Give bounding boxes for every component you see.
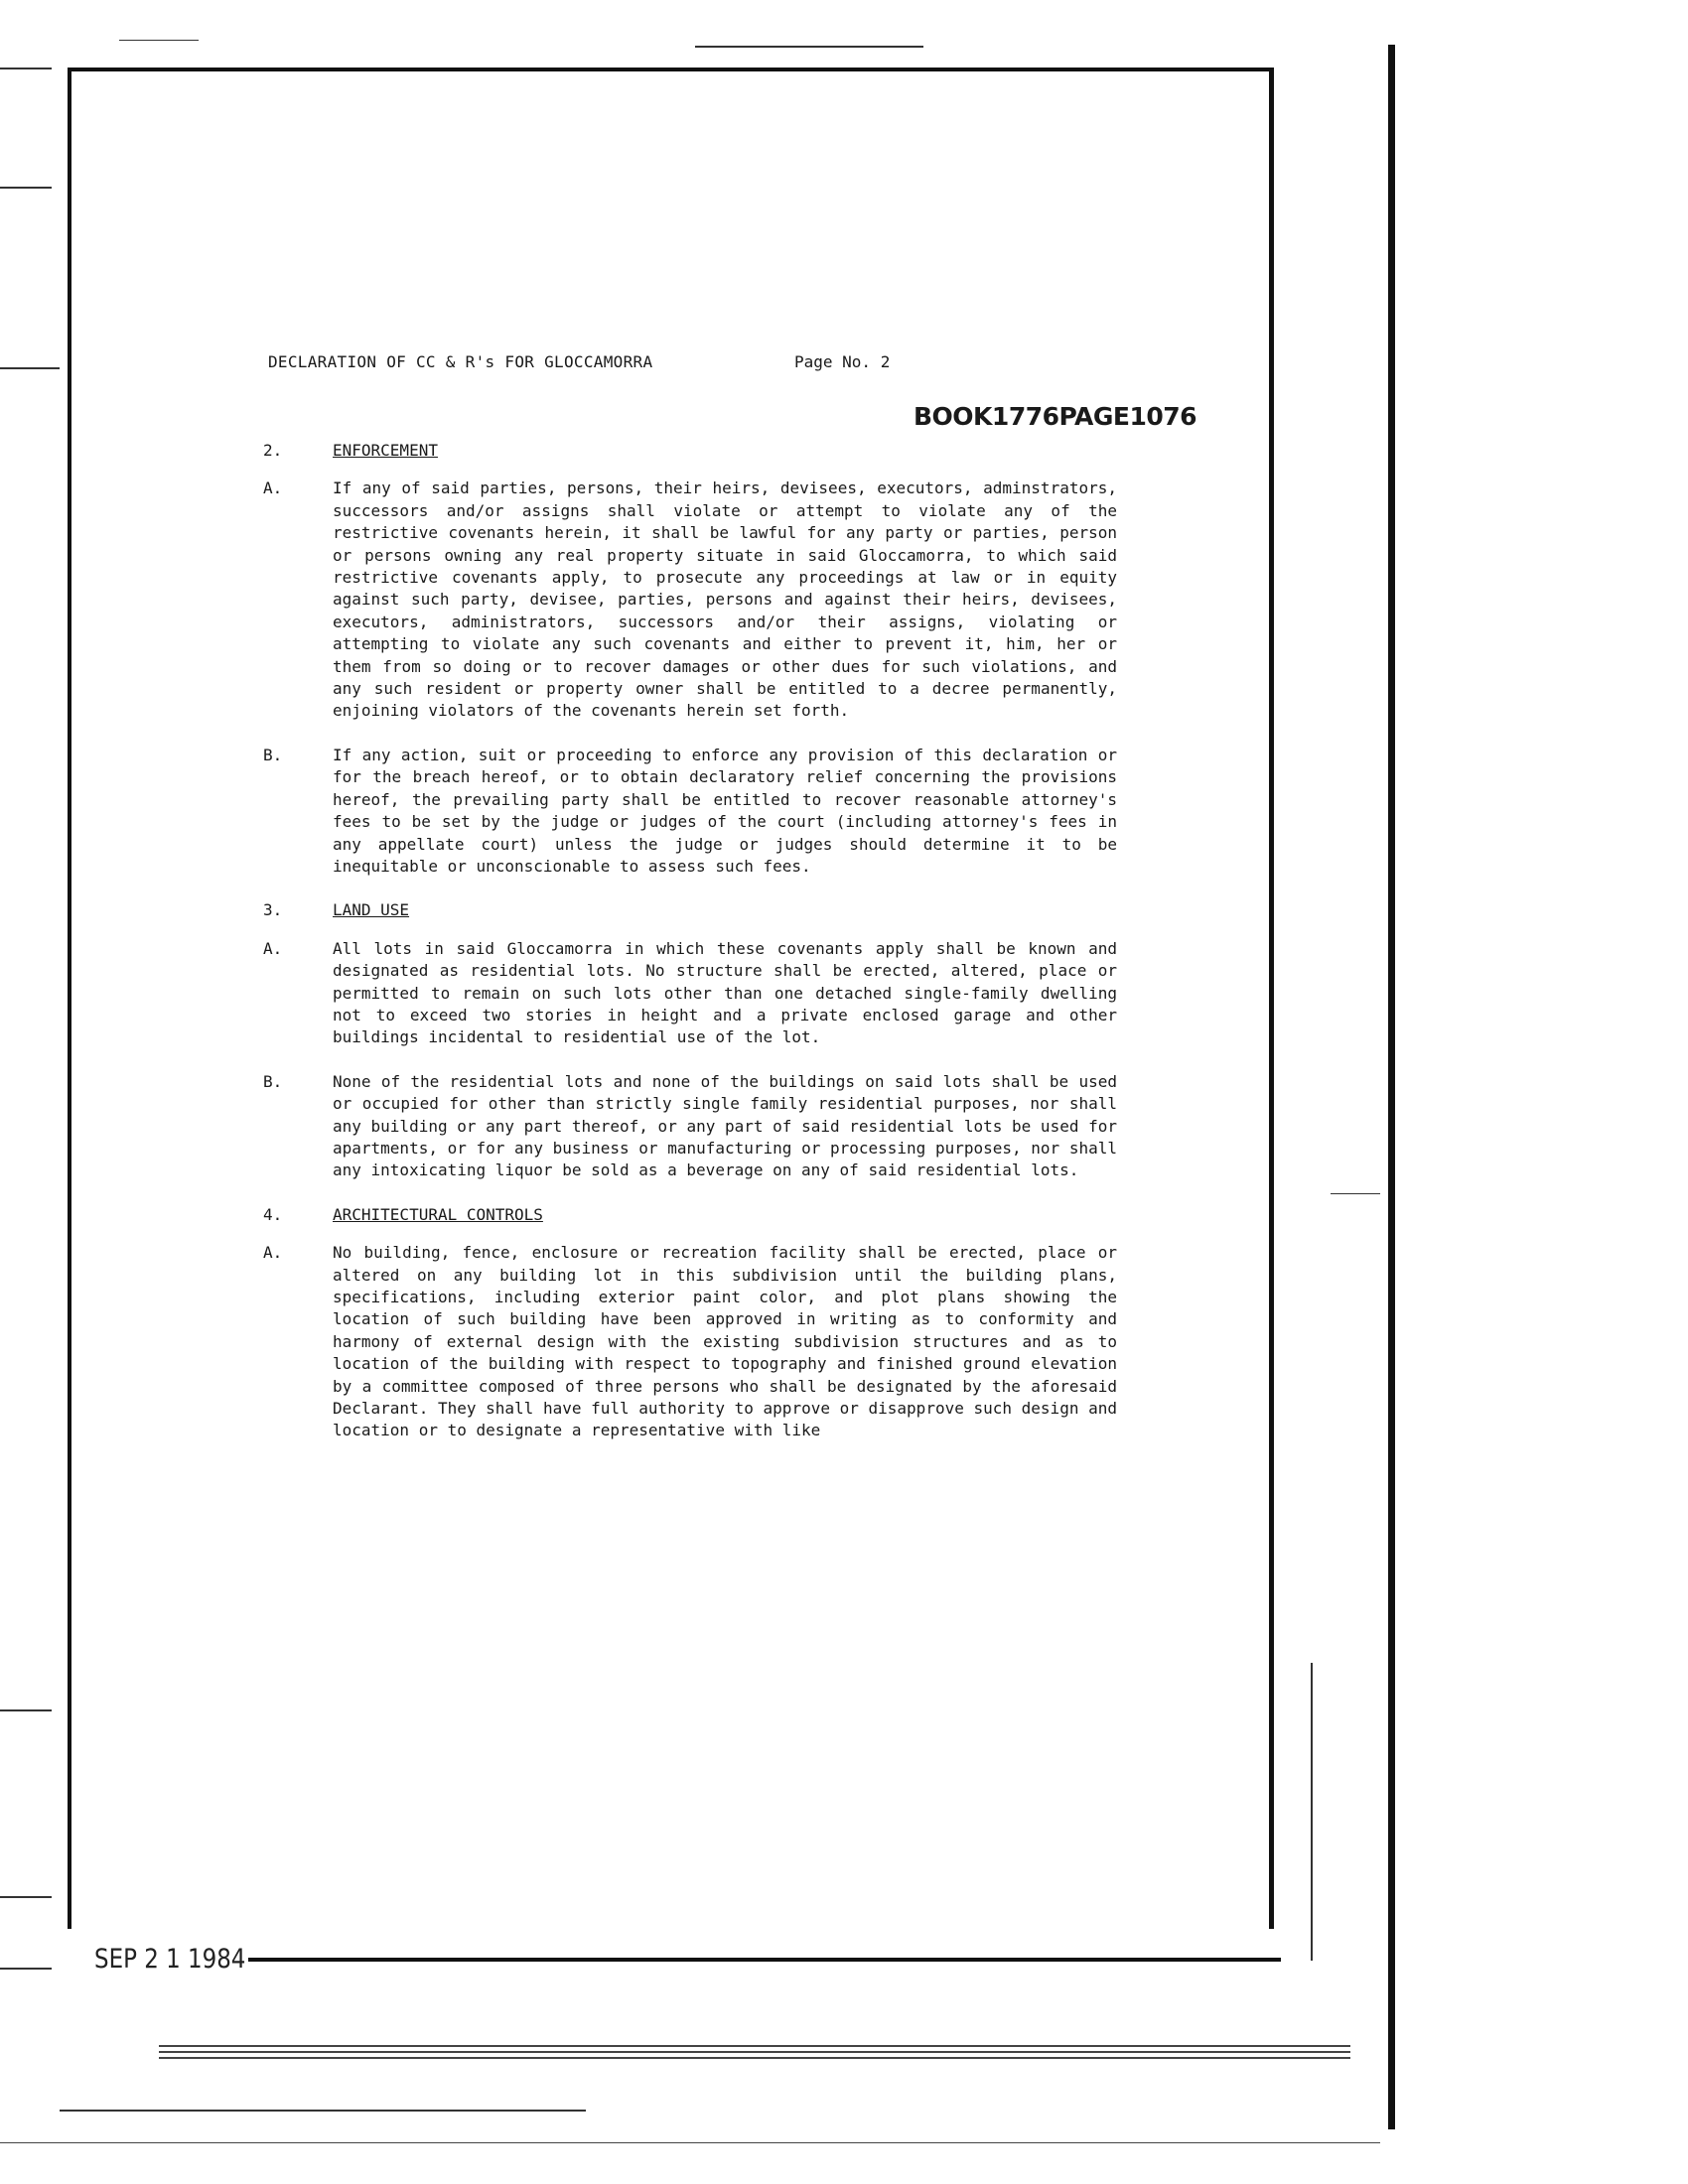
paragraph-label: B. [263, 745, 283, 764]
section-architectural-controls [263, 1204, 1117, 1442]
section-number: 2. [263, 441, 283, 460]
paragraph [263, 938, 1117, 1049]
paragraph-text: If any action, suit or proceeding to enforce any provision of this declaration or for the breach hereof, or to obtain declaratory relief concerning the provisions hereof, the prevailing party shall be entitled to recover reasonable attorney's fees to be set by the judge or judges of the court (including attorney's fees in any appellate court) unless the judge or judges should determine it to be inequitable or unconscionable to assess such fees. [333, 745, 1117, 876]
page-number: Page No. 2 [794, 352, 891, 371]
bottom-border-rule [248, 1958, 1281, 1962]
scan-mark [0, 1709, 52, 1711]
paragraph-label: A. [263, 938, 283, 958]
scan-mark [0, 68, 52, 69]
paragraph-label: A. [263, 478, 283, 498]
scan-mark [0, 1896, 52, 1898]
recorded-date-stamp: SEP 2 1 1984 [94, 1944, 246, 1975]
scan-mark [1331, 1193, 1380, 1194]
paragraph-text: No building, fence, enclosure or recreation facility shall be erected, place or altered on any building lot in this subdivision until the building plans, specifications, including exterior paint color, and plot plans showing the location of such building have been approved in writing as to conformity and harmony of external design with the existing subdivision structures and as to location of the building with respect to topography and finished ground elevation by a committee composed of three persons who shall be designated by the aforesaid Declarant. They shall have full authority to approve or disapprove such design and location or to designate a representative with like [333, 1243, 1117, 1440]
section-title: ENFORCEMENT [333, 441, 438, 460]
document-title: DECLARATION OF CC & R's FOR GLOCCAMORRA [268, 352, 653, 371]
section-enforcement [263, 440, 1117, 878]
paragraph-label: A. [263, 1243, 283, 1263]
scan-mark [0, 367, 60, 369]
section-number: 3. [263, 900, 283, 920]
scan-bottom-band [159, 2045, 1350, 2047]
section-land-use [263, 899, 1117, 1181]
paragraph-text: None of the residential lots and none of the buildings on said lots shall be used or occupied for other than strictly single family residential purposes, nor shall any building or any part thereof, or any part of said residential lots be used for apartments, or for any business or manufacturing or processing purposes, nor shall any intoxicating liquor be sold as a beverage on any of said residential lots. [333, 1071, 1117, 1180]
document-body [263, 440, 1117, 1464]
section-heading [263, 899, 1117, 921]
paragraph [263, 478, 1117, 722]
scan-mark [1311, 1663, 1313, 1961]
scan-mark [60, 2110, 586, 2112]
paragraph-text: If any of said parties, persons, their heirs, devisees, executors, adminstrators, successors and/or assigns shall violate or attempt to violate any of the restrictive covenants herein, it shall be lawful for any party or parties, person or persons owning any real property situate in said Gloccamorra, to which said restrictive covenants apply, to prosecute any proceedings at law or in equity against such party, devisee, parties, persons and against their heirs, devisees, executors, administrators, successors and/or their assigns, violating or attempting to violate any such covenants and either to prevent it, him, her or them from so doing or to recover damages or other dues for such violations, and any such resident or property owner shall be entitled to a decree permanently, enjoining violators of the covenants herein set forth. [333, 478, 1117, 721]
scan-edge-bar [1388, 45, 1395, 2129]
section-heading [263, 1204, 1117, 1226]
paragraph [263, 745, 1117, 878]
section-heading [263, 440, 1117, 462]
section-title: LAND USE [333, 900, 410, 920]
section-number: 4. [263, 1204, 283, 1224]
scan-mark [119, 40, 199, 41]
paragraph [263, 1071, 1117, 1182]
scan-mark [695, 46, 923, 48]
scan-mark [0, 1968, 52, 1970]
scan-bottom-band [0, 2142, 1380, 2143]
paragraph [263, 1242, 1117, 1442]
book-page-stamp: BOOK1776PAGE1076 [914, 402, 1197, 431]
paragraph-text: All lots in said Gloccamorra in which these covenants apply shall be known and designated as residential lots. No structure shall be erected, altered, place or permitted to remain on such lots other than one detached single-family dwelling not to exceed two stories in height and a private enclosed garage and other buildings incidental to residential use of the lot. [333, 938, 1117, 1047]
scan-bottom-band [159, 2051, 1350, 2053]
scan-mark [0, 187, 52, 189]
scan-bottom-band [159, 2057, 1350, 2059]
paragraph-label: B. [263, 1071, 283, 1091]
section-title: ARCHITECTURAL CONTROLS [333, 1204, 543, 1224]
